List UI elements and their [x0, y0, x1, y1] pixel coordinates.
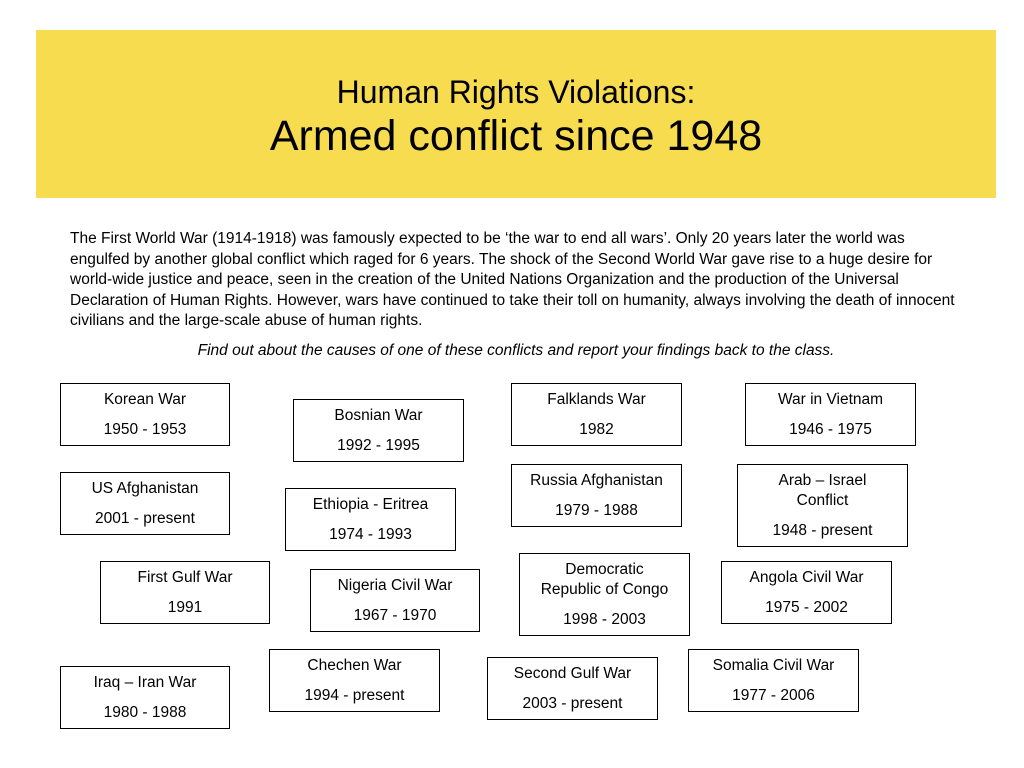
conflict-name: Second Gulf War [513, 665, 632, 682]
page-subtitle: Armed conflict since 1948 [269, 112, 763, 160]
conflict-dates: 1967 - 1970 [353, 607, 437, 624]
conflict-dates: 1992 - 1995 [337, 437, 420, 454]
conflict-name: Somalia Civil War [712, 657, 835, 674]
conflict-dates: 1980 - 1988 [103, 704, 187, 721]
conflict-name: Nigeria Civil War [337, 577, 453, 594]
conflict-box-chechen-war [269, 649, 440, 712]
conflict-name: Russia Afghanistan [530, 472, 663, 489]
conflict-dates: 1974 - 1993 [329, 526, 412, 543]
conflict-dates: 1994 - present [304, 687, 405, 704]
conflict-name: Angola Civil War [749, 569, 864, 586]
conflict-dates: 1991 [167, 599, 203, 616]
conflict-box-nigeria-civil-war [310, 569, 480, 632]
conflict-dates: 1975 - 2002 [765, 599, 848, 616]
conflict-dates: 1946 - 1975 [789, 421, 872, 438]
conflict-dates: 1950 - 1953 [103, 421, 187, 438]
conflict-box-angola-civil-war [721, 561, 892, 624]
conflict-box-bosnian-war [293, 399, 464, 462]
conflict-box-somalia-civil-war [688, 649, 859, 712]
conflict-name: Arab – Israel Conflict [778, 472, 867, 509]
conflict-name: Bosnian War [334, 407, 423, 424]
conflict-box-falklands-war [511, 383, 682, 446]
conflict-box-war-in-vietnam [745, 383, 916, 446]
conflict-box-us-afghanistan [60, 472, 230, 535]
conflict-box-arab-israel-conflict [737, 464, 908, 547]
conflict-dates: 1979 - 1988 [555, 502, 638, 519]
conflict-dates: 1998 - 2003 [563, 611, 646, 628]
page-title: Human Rights Violations: [336, 74, 696, 110]
conflict-name: Democratic Republic of Congo [540, 561, 669, 598]
conflict-name: Chechen War [307, 657, 402, 674]
conflict-box-drc [519, 553, 690, 636]
conflict-dates: 1977 - 2006 [732, 687, 815, 704]
conflict-box-second-gulf-war [487, 657, 658, 720]
conflict-name: US Afghanistan [91, 480, 199, 497]
conflict-name: Falklands War [547, 391, 646, 408]
title-banner [36, 30, 996, 198]
conflict-name: First Gulf War [137, 569, 233, 586]
instruction-text: Find out about the causes of one of these conflicts and report your findings back to the class. [197, 342, 835, 359]
conflict-box-korean-war [60, 383, 230, 446]
conflict-dates: 2003 - present [522, 695, 623, 712]
conflict-name: Ethiopia - Eritrea [312, 496, 429, 513]
intro-paragraph: The First World War (1914-1918) was famously expected to be ‘the war to end all wars’. Only 20 years later the world was engulfed by another global conflict which raged for 6 years. The shock of the Second World War gave rise to a huge desire for world-wide justice and peace, seen in the creation of the United Nations Organization and the production of the Universal Declaration of Human Rights. However, wars have continued to take their toll on humanity, always involving the death of innocent civilians and the large-scale abuse of human rights. [70, 230, 955, 329]
conflict-box-first-gulf-war [100, 561, 270, 624]
conflict-box-russia-afghanistan [511, 464, 682, 527]
conflict-name: Iraq – Iran War [93, 674, 197, 691]
conflict-dates: 1982 [579, 421, 614, 438]
conflict-box-iraq-iran-war [60, 666, 230, 729]
conflict-dates: 2001 - present [95, 510, 195, 527]
conflict-box-ethiopia-eritrea [285, 488, 456, 551]
conflict-name: Korean War [103, 391, 187, 408]
conflict-name: War in Vietnam [777, 391, 884, 408]
conflict-dates: 1948 - present [772, 522, 873, 539]
